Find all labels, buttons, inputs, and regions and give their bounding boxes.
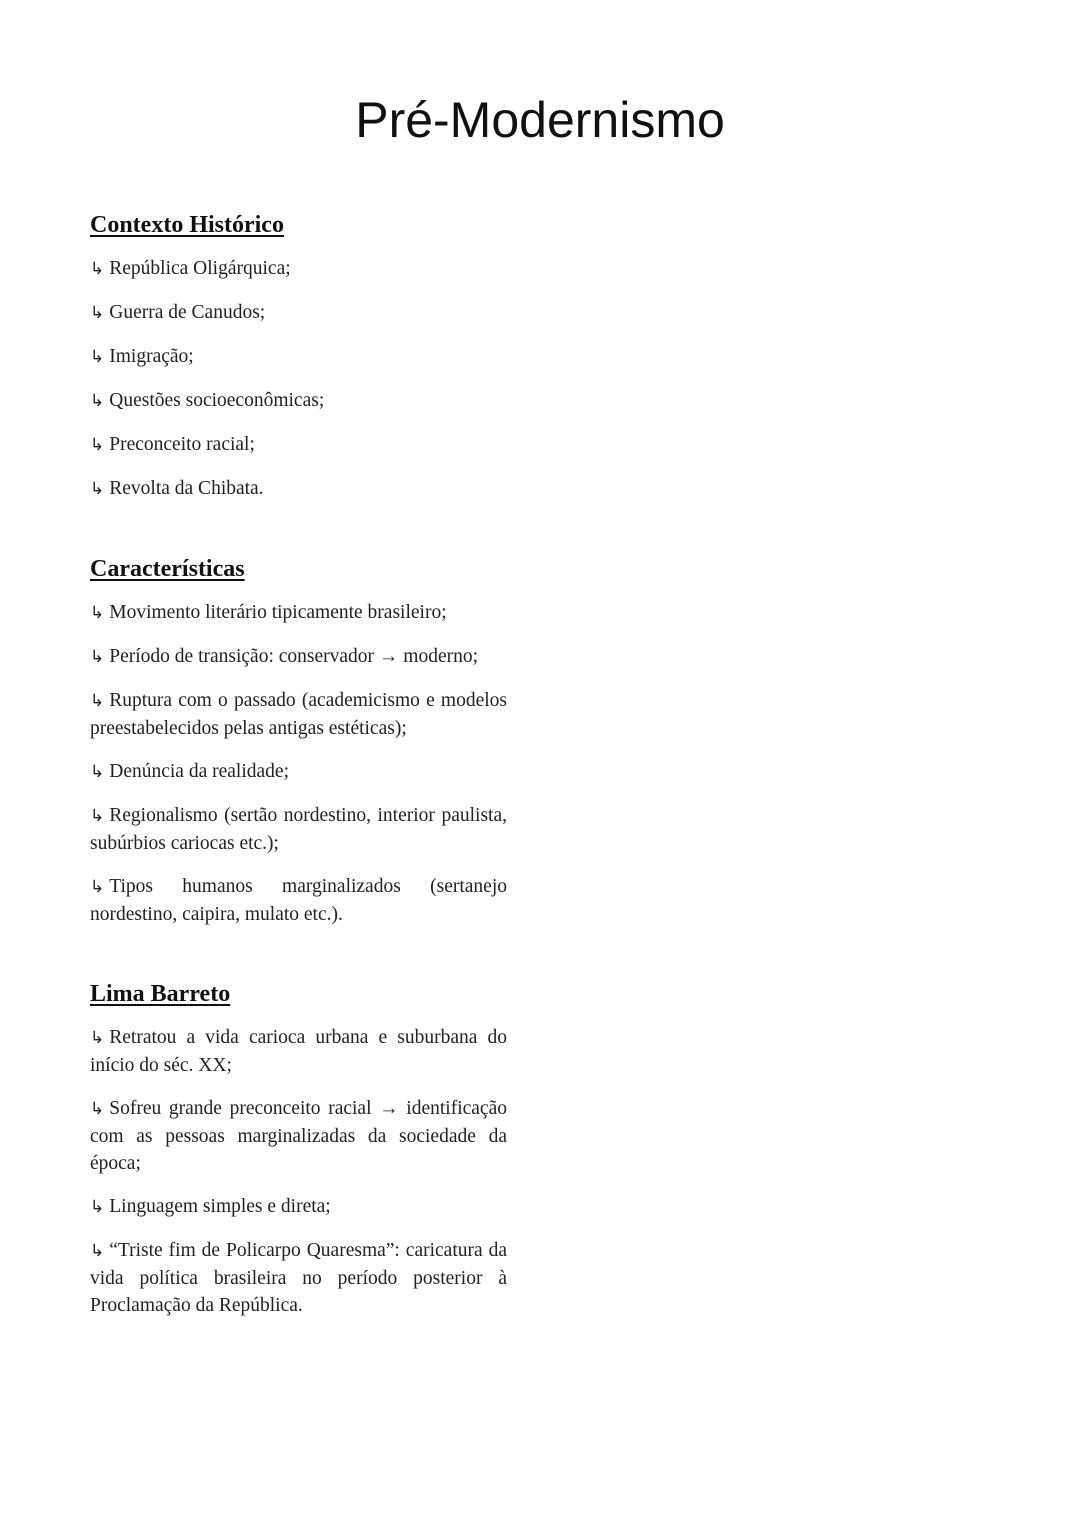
list-item <box>90 1095 507 1177</box>
list-item <box>90 431 507 459</box>
arrow-bullet-icon: ↳ <box>90 603 105 623</box>
page-title: Pré-Modernismo <box>355 92 725 148</box>
list-item-text: Sofreu grande preconceito racial → identificação com as pessoas marginalizadas da sociedade da época; <box>90 1098 507 1174</box>
list-item <box>90 1193 507 1221</box>
arrow-bullet-icon: ↳ <box>90 1241 105 1261</box>
arrow-bullet-icon: ↳ <box>90 1197 105 1217</box>
section-heading: Lima Barreto <box>90 981 231 1007</box>
list-item <box>90 873 507 928</box>
list-item <box>90 599 507 627</box>
arrow-bullet-icon: ↳ <box>90 479 105 499</box>
list-item-text: Guerra de Canudos; <box>109 302 266 323</box>
list-item <box>90 475 507 503</box>
list-item-text: Regionalismo (sertão nordestino, interior paulista, subúrbios cariocas etc.); <box>90 805 507 854</box>
arrow-bullet-icon: ↳ <box>90 877 105 897</box>
list-item <box>90 343 507 371</box>
section-contexto-historico <box>90 208 507 503</box>
list-item <box>90 299 507 327</box>
list-item <box>90 802 507 857</box>
list-item-text: Revolta da Chibata. <box>109 478 264 499</box>
list-item <box>90 1237 507 1319</box>
list-item-text: Questões socioeconômicas; <box>109 390 325 411</box>
arrow-bullet-icon: ↳ <box>90 1099 105 1119</box>
arrow-bullet-icon: ↳ <box>90 391 105 411</box>
document-body <box>90 208 507 1319</box>
arrow-bullet-icon: ↳ <box>90 691 105 711</box>
section-heading: Contexto Histórico <box>90 212 284 238</box>
list-item <box>90 687 507 742</box>
arrow-bullet-icon: ↳ <box>90 647 105 667</box>
list-item <box>90 758 507 786</box>
arrow-bullet-icon: ↳ <box>90 435 105 455</box>
arrow-bullet-icon: ↳ <box>90 347 105 367</box>
list-item-text: Ruptura com o passado (academicismo e modelos preestabelecidos pelas antigas estéticas); <box>90 690 507 739</box>
list-item-text: Movimento literário tipicamente brasileiro; <box>109 602 447 623</box>
list-item-text: Denúncia da realidade; <box>109 761 289 782</box>
list-item-text: Retratou a vida carioca urbana e suburbana do início do séc. XX; <box>90 1027 507 1076</box>
section-heading: Características <box>90 556 245 582</box>
section-lima-barreto <box>90 977 507 1319</box>
list-item <box>90 255 507 283</box>
list-item <box>90 387 507 415</box>
list-item-text: Tipos humanos marginalizados (sertanejo nordestino, caipira, mulato etc.). <box>90 876 507 925</box>
arrow-bullet-icon: ↳ <box>90 259 105 279</box>
list-item-text: República Oligárquica; <box>109 258 291 279</box>
list-item-text: Linguagem simples e direta; <box>109 1196 331 1217</box>
list-item-text: Preconceito racial; <box>109 434 255 455</box>
section-caracteristicas <box>90 552 507 928</box>
list-item-text: Período de transição: conservador → moderno; <box>109 646 479 667</box>
list-item-text: Imigração; <box>109 346 194 367</box>
arrow-bullet-icon: ↳ <box>90 762 105 782</box>
arrow-bullet-icon: ↳ <box>90 806 105 826</box>
arrow-bullet-icon: ↳ <box>90 1028 105 1048</box>
list-item-text: “Triste fim de Policarpo Quaresma”: caricatura da vida política brasileira no período posterior à Proclamação da República. <box>90 1240 507 1316</box>
arrow-bullet-icon: ↳ <box>90 303 105 323</box>
list-item <box>90 1024 507 1079</box>
list-item <box>90 643 507 671</box>
